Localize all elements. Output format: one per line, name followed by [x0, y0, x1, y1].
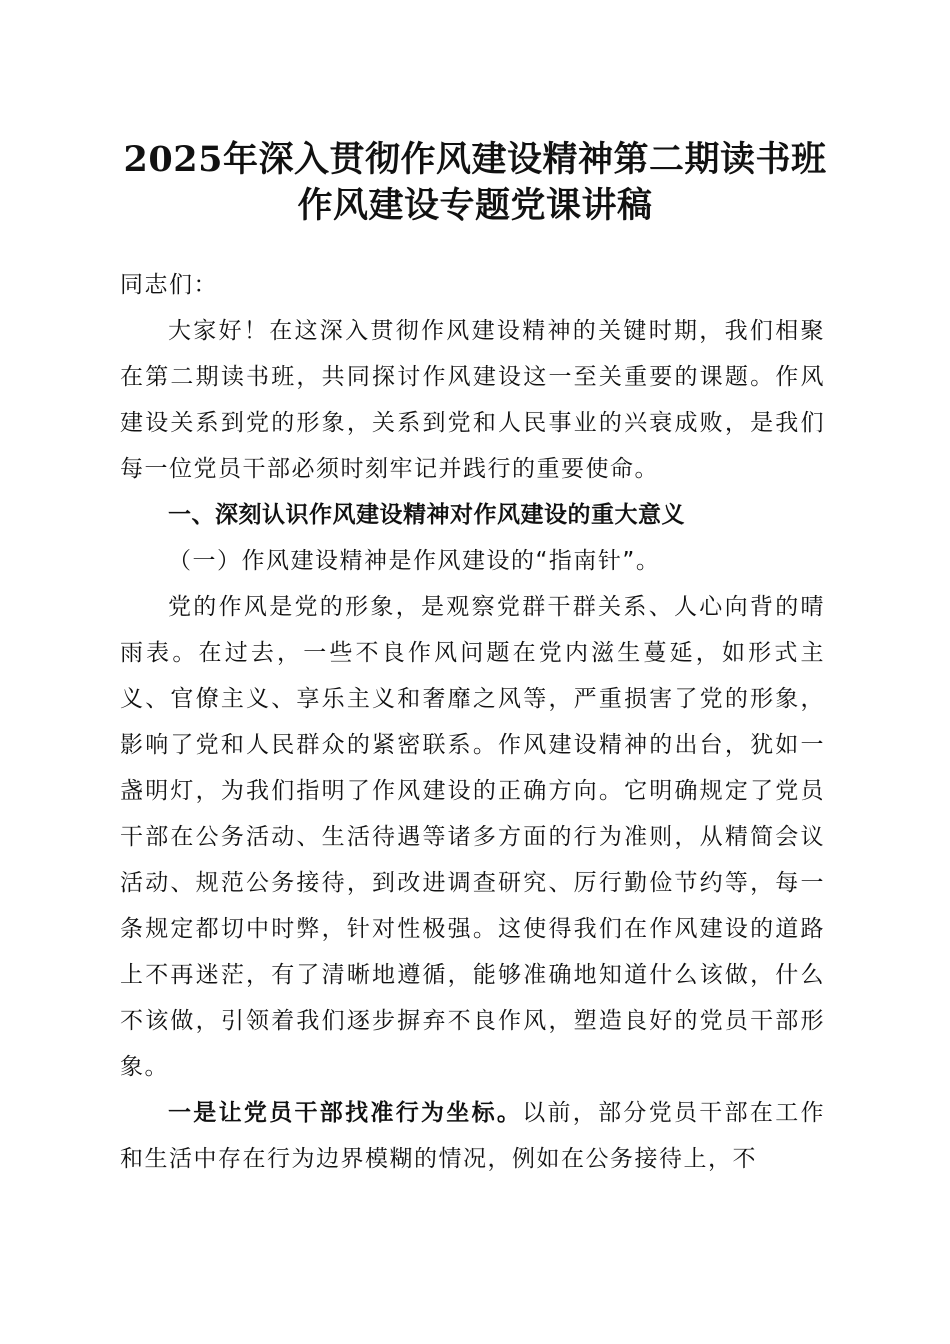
- body-paragraph-2: [120, 1090, 825, 1182]
- intro-paragraph: 大家好！在这深入贯彻作风建设精神的关键时期，我们相聚在第二期读书班，共同探讨作风建设这一至关重要的课题。作风建设关系到党的形象，关系到党和人民事业的兴衰成败，是我们每一位党员干部必须时刻牢记并践行的重要使命。: [120, 318, 825, 482]
- paragraph-body-text: 以前，部分党员干部在工作和生活中存在行为边界模糊的情况，例如在公务接待上，不: [120, 1100, 826, 1172]
- subsection-heading-1: （一）作风建设精神是作风建设的“指南针”。: [168, 548, 661, 574]
- document-title-line-2: 作风建设专题党课讲稿: [297, 185, 653, 226]
- greeting: 同志们：: [120, 272, 218, 298]
- body-paragraph-1: 党的作风是党的形象，是观察党群干群关系、人心向背的晴雨表。在过去，一些不良作风问题在党内滋生蔓延，如形式主义、官僚主义、享乐主义和奢靡之风等，严重损害了党的形象，影响了党和人民群众的紧密联系。作风建设精神的出台，犹如一盏明灯，为我们指明了作风建设的正确方向。它明确规定了党员干部在公务活动、生活待遇等诸多方面的行为准则，从精简会议活动、规范公务接待，到改进调查研究、厉行勤俭节约等，每一条规定都切中时弊，针对性极强。这使得我们在作风建设的道路上不再迷茫，有了清晰地遵循，能够准确地知道什么该做，什么不该做，引领着我们逐步摒弃不良作风，塑造良好的党员干部形象。: [120, 594, 825, 1080]
- section-heading-1: 一、深刻认识作风建设精神对作风建设的重大意义: [168, 502, 685, 528]
- paragraph-lead-text: 一是让党员干部找准行为坐标。: [168, 1100, 523, 1126]
- document-body: [120, 262, 825, 1182]
- document-title-line-1: 2025年深入贯彻作风建设精神第二期读书班: [123, 139, 827, 180]
